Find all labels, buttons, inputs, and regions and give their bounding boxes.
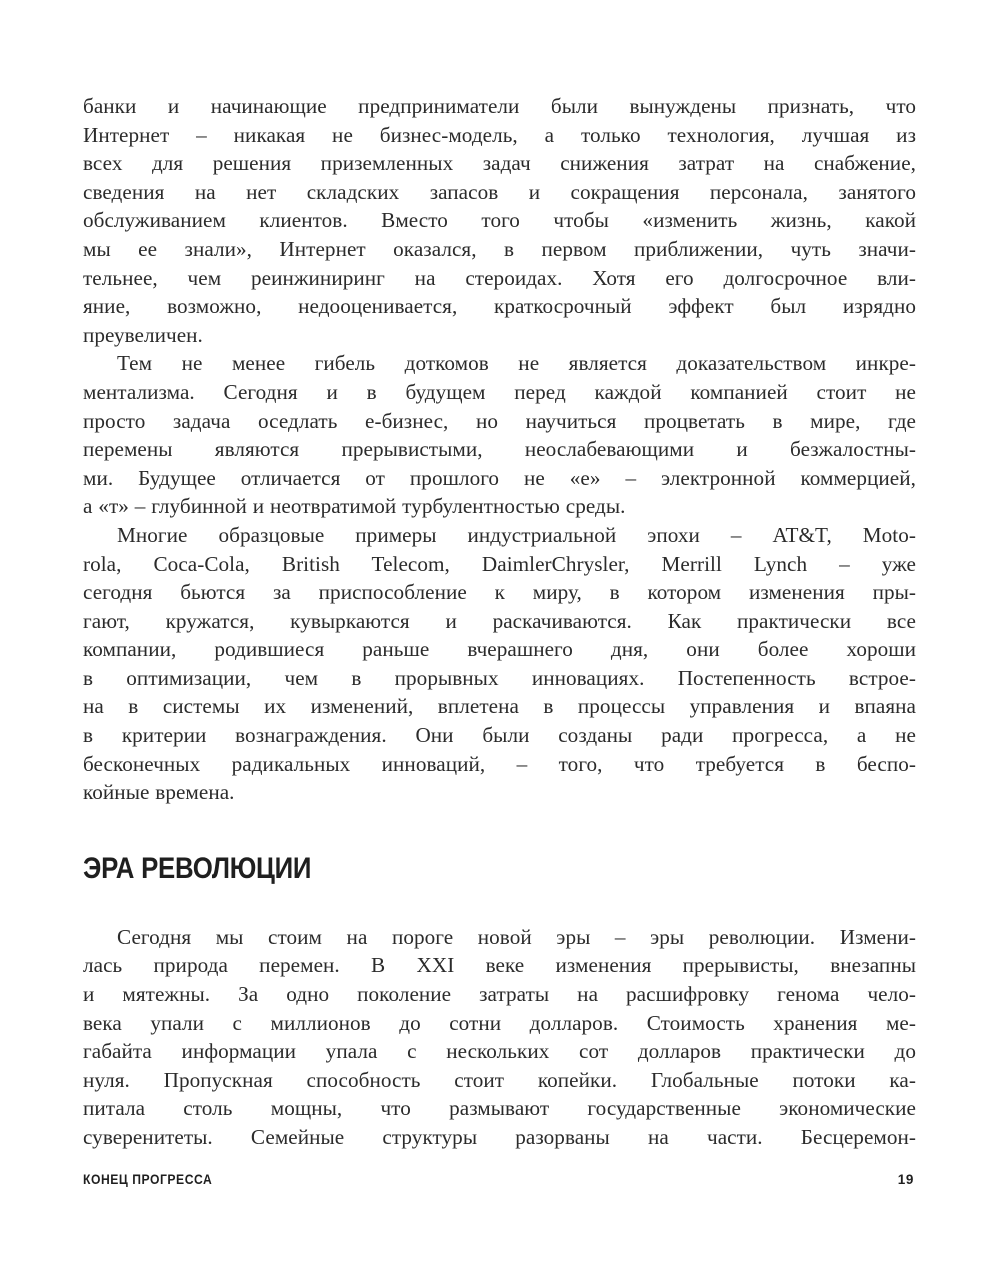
page-number: 19 xyxy=(897,1172,914,1187)
text-line: и мятежны. За одно поколение затраты на расшифровку генома чело- xyxy=(83,982,916,1007)
text-line: преувеличен. xyxy=(83,322,203,347)
paragraph xyxy=(83,521,916,807)
text-line: яние, возможно, недооценивается, краткосрочный эффект был изрядно xyxy=(83,294,916,319)
text-line: компании, родившиеся раньше вчерашнего дня, они более хороши xyxy=(83,637,916,662)
page-footer xyxy=(83,1172,916,1192)
text-line: rola, Coca-Cola, British Telecom, DaimlerChrysler, Merrill Lynch – уже xyxy=(83,551,916,576)
text-line: ми. Будущее отличается от прошлого не «е» – электронной коммерцией, xyxy=(83,465,916,490)
text-line: лась природа перемен. В XXI веке изменения прерывисты, внезапны xyxy=(83,953,916,978)
text-line: мы ее знали», Интернет оказался, в первом приближении, чуть значи- xyxy=(83,236,916,261)
text-line: суверенитеты. Семейные структуры разорваны на части. Бесцеремон- xyxy=(83,1125,916,1149)
text-line: гают, кружатся, кувыркаются и раскачиваются. Как практически все xyxy=(83,608,916,633)
text-line: в критерии вознаграждения. Они были созданы ради прогресса, а не xyxy=(83,723,916,748)
text-line: бесконечных радикальных инноваций, – того, что требуется в беспо- xyxy=(83,751,916,776)
text-line: всех для решения приземленных задач снижения затрат на снабжение, xyxy=(83,151,916,176)
text-line: койные времена. xyxy=(83,780,235,805)
text-block-before-heading xyxy=(83,92,916,807)
text-line: Сегодня мы стоим на пороге новой эры – эры революции. Измени- xyxy=(117,924,916,949)
text-line: века упали с миллионов до сотни долларов. Стоимость хранения ме- xyxy=(83,1010,916,1035)
text-line: тельнее, чем реинжиниринг на стероидах. Хотя его долгосрочное вли- xyxy=(83,265,916,290)
text-line: сегодня бьются за приспособление к миру, в котором изменения пры- xyxy=(83,580,916,605)
text-line: на в системы их изменений, вплетена в процессы управления и впаяна xyxy=(83,694,916,719)
text-line: сведения на нет складских запасов и сокращения персонала, занятого xyxy=(83,179,916,204)
section-heading: ЭРА РЕВОЛЮЦИИ xyxy=(83,851,312,885)
text-line: нуля. Пропускная способность стоит копейки. Глобальные потоки ка- xyxy=(83,1067,916,1092)
text-line: Тем не менее гибель доткомов не является доказательством инкре- xyxy=(117,351,916,376)
text-line: в оптимизации, чем в прорывных инновациях. Постепенность встрое- xyxy=(83,665,916,690)
text-line: банки и начинающие предприниматели были вынуждены признать, что xyxy=(83,94,916,118)
text-block-after-heading xyxy=(83,923,916,1152)
paragraph xyxy=(83,923,916,1152)
text-line: габайта информации упала с нескольких сот долларов практически до xyxy=(83,1039,916,1064)
text-line: обслуживанием клиентов. Вместо того чтобы «изменить жизнь, какой xyxy=(83,208,916,233)
paragraph xyxy=(83,92,916,349)
text-line: просто задача оседлать е-бизнес, но научиться процветать в мире, где xyxy=(83,408,916,433)
text-line: перемены являются прерывистыми, неослабевающими и безжалостны- xyxy=(83,437,916,462)
text-line: а «т» – глубинной и неотвратимой турбулентностью среды. xyxy=(83,494,626,519)
page-body xyxy=(83,92,916,1152)
text-line: питала столь мощны, что размывают государственные экономические xyxy=(83,1096,916,1121)
running-title: КОНЕЦ ПРОГРЕССА xyxy=(83,1172,213,1187)
text-line: Многие образцовые примеры индустриальной эпохи – AT&T, Moto- xyxy=(117,522,916,547)
paragraph xyxy=(83,349,916,521)
text-line: Интернет – никакая не бизнес-модель, а только технология, лучшая из xyxy=(83,122,916,147)
text-line: ментализма. Сегодня и в будущем перед каждой компанией стоит не xyxy=(83,379,916,404)
